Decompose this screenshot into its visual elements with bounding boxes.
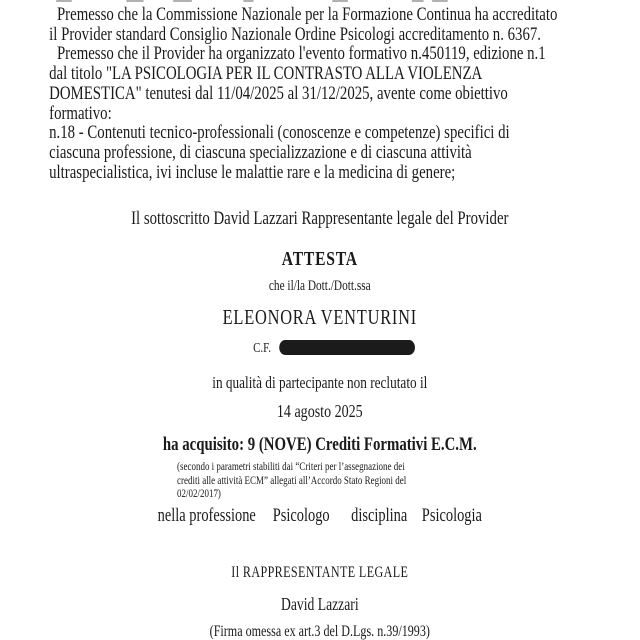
credits-line: ha acquisito: 9 (NOVE) Crediti Formativi E.C.M. bbox=[162, 434, 477, 455]
credits-note bbox=[177, 461, 505, 502]
fiscal-code-redaction bbox=[279, 340, 415, 355]
signature-name: David Lazzari bbox=[280, 594, 359, 614]
qualification-line: in qualità di partecipante non reclutato il bbox=[212, 373, 428, 392]
premise-line: formativo: bbox=[49, 102, 112, 124]
profession-prefix: nella professione bbox=[157, 506, 256, 526]
credits-note-line: 02/02/2017) bbox=[177, 488, 221, 501]
signature-note: (Firma omessa ex art.3 del D.Lgs. n.39/1993) bbox=[209, 623, 430, 640]
profession-row bbox=[0, 506, 640, 527]
premise-line: n.18 - Contenuti tecnico-professionali (conoscenze e competenze) specifici di bbox=[49, 122, 510, 144]
premise-line: dal titolo "LA PSICOLOGIA PER IL CONTRASTO ALLA VIOLENZA bbox=[49, 63, 483, 85]
attesta-heading: ATTESTA bbox=[281, 248, 358, 270]
premise-line: il Provider standard Consiglio Nazionale Ordine Psicologi accreditamento n. 6367. bbox=[49, 23, 541, 45]
premise-paragraph bbox=[49, 5, 595, 182]
participant-name: ELEONORA VENTURINI bbox=[222, 305, 417, 329]
profession-value: Psicologo bbox=[272, 506, 330, 526]
premise-line: ciascuna professione, di ciascuna specializzazione e di ciascuna attività bbox=[49, 141, 472, 163]
credits-note-line: (secondo i parametri stabiliti dai “Criteri per l’assegnazione dei bbox=[177, 461, 405, 473]
credits-note-line: crediti alle attività ECM” allegati all’Accordo Stato Regioni del bbox=[177, 474, 407, 487]
attendance-date: 14 agosto 2025 bbox=[276, 401, 363, 421]
premise-line: ultraspecialistica, ivi incluse le malattie rare e la medicina di genere; bbox=[49, 161, 456, 183]
discipline-value: Psicologia bbox=[421, 506, 482, 526]
discipline-label: disciplina bbox=[351, 506, 408, 526]
subject-line: che il/la Dott./Dott.ssa bbox=[268, 278, 371, 294]
premise-line: DOMESTICA" tenutesi dal 11/04/2025 al 31/12/2025, avente come obiettivo bbox=[49, 82, 508, 104]
fiscal-code-label: C.F. bbox=[253, 341, 272, 356]
fiscal-code-row bbox=[14, 340, 640, 357]
declaration-intro: Il sottoscritto David Lazzari Rappresentante legale del Provider bbox=[131, 208, 509, 229]
premise-line: Premesso che la Commissione Nazionale per la Formazione Continua ha accreditato bbox=[56, 4, 558, 25]
premise-line: Premesso che il Provider ha organizzato l'evento formativo n.450119, edizione n.1 bbox=[56, 43, 546, 65]
signature-role: Il RAPPRESENTANTE LEGALE bbox=[231, 564, 409, 581]
